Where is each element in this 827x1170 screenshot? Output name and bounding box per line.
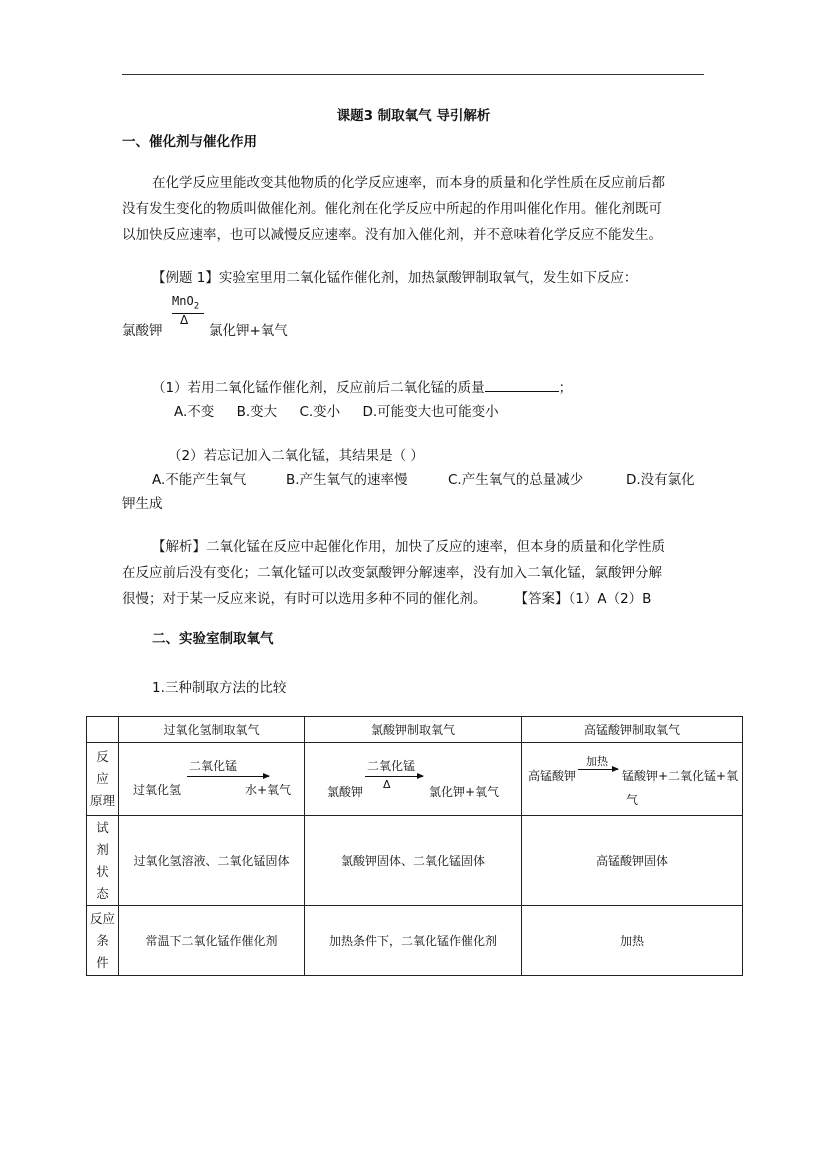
question-1-options [174, 400, 517, 420]
equation-product: 氯化钾+氧气 [209, 323, 288, 339]
kmno4-reactant: 高锰酸钾 [528, 769, 577, 783]
question-2: （2）若忘记加入二氧化锰，其结果是（ ） [168, 448, 424, 464]
section1-paragraph [122, 170, 707, 248]
analysis-line-1: 【解析】二氧化锰在反应中起催化作用，加快了反应的速率，但本身的质量和化学性质 [152, 539, 665, 555]
condition-h2o2: 常温下二氧化锰作催化剂 [119, 906, 305, 976]
option-d: D.没有氯化 [626, 472, 695, 488]
header-kclo3: 氯酸钾制取氧气 [305, 717, 522, 743]
analysis-line-2: 在反应前后没有变化；二氧化锰可以改变氯酸钾分解速率，没有加入二氧化锰，氯酸钾分解 [122, 565, 662, 581]
question-2-wrap: 钾生成 [122, 496, 163, 512]
state-kclo3: 氯酸钾固体、二氧化锰固体 [305, 816, 522, 906]
h2o2-catalyst: 二氧化锰 [189, 759, 238, 773]
kmno4-condition: 加热 [586, 755, 608, 768]
section1-heading: 一、催化剂与催化作用 [122, 134, 257, 150]
row-label-condition: 反应 条 件 [87, 906, 119, 976]
kmno4-arrow [578, 769, 618, 770]
header-empty [87, 717, 119, 743]
example-intro: 【例题 1】实验室里用二氧化锰作催化剂，加热氯酸钾制取氧气，发生如下反应： [152, 270, 638, 286]
option-a: A.不变 [174, 404, 215, 420]
answer: 【答案】（1）A（2）B [514, 591, 652, 607]
h2o2-product: 水+氧气 [245, 783, 292, 797]
header-rule [122, 74, 704, 75]
kmno4-product-wrap: 气 [626, 793, 639, 807]
comparison-table [86, 716, 743, 976]
analysis [122, 534, 707, 612]
principle-h2o2 [119, 743, 305, 816]
answer-blank [485, 379, 559, 392]
condition-kmno4: 加热 [522, 906, 743, 976]
principle-kmno4 [522, 743, 743, 816]
equation-catalyst: MnO$_2$ [172, 294, 200, 312]
h2o2-arrow [187, 776, 269, 777]
kclo3-reactant: 氯酸钾 [327, 785, 364, 799]
kclo3-catalyst: 二氧化锰 [367, 759, 416, 773]
section2-sub: 1.三种制取方法的比较 [152, 680, 287, 696]
state-kmno4: 高锰酸钾固体 [522, 816, 743, 906]
kclo3-condition: Δ [383, 778, 391, 791]
kmno4-product: 锰酸钾+二氧化锰+氧 [622, 769, 739, 783]
option-c: C.变小 [299, 404, 341, 420]
option-c: C.产生氧气的总量减少 [448, 472, 584, 488]
table-row-condition [87, 906, 743, 976]
option-b: B.产生氧气的速率慢 [286, 472, 408, 488]
option-b: B.变大 [236, 404, 278, 420]
condition-kclo3: 加热条件下，二氧化锰作催化剂 [305, 906, 522, 976]
option-a: A.不能产生氧气 [152, 472, 247, 488]
header-kmno4: 高锰酸钾制取氧气 [522, 717, 743, 743]
kclo3-arrow [365, 776, 423, 777]
equation-reactant: 氯酸钾 [122, 323, 163, 339]
page-title: 课题3 制取氧气 导引解析 [336, 108, 491, 124]
para-line-2: 没有发生变化的物质叫做催化剂。催化剂在化学反应中所起的作用叫催化作用。催化剂既可 [122, 201, 662, 217]
para-line-3: 以加快反应速率，也可以减慢反应速率。没有加入催化剂，并不意味着化学反应不能发生。 [122, 227, 662, 243]
option-d: D.可能变大也可能变小 [362, 404, 499, 420]
section2-heading: 二、实验室制取氧气 [152, 631, 274, 647]
equation-condition: Δ [180, 313, 189, 327]
header-h2o2: 过氧化氢制取氧气 [119, 717, 305, 743]
h2o2-reactant: 过氧化氢 [133, 783, 182, 797]
row-label-state: 试 剂 状 态 [87, 816, 119, 906]
kclo3-product: 氯化钾+氧气 [429, 785, 500, 799]
table-header-row [87, 717, 743, 743]
state-h2o2: 过氧化氢溶液、二氧化锰固体 [119, 816, 305, 906]
table-row-principle [87, 743, 743, 816]
question-1: （1）若用二氧化锰作催化剂，反应前后二氧化锰的质量 ； [152, 380, 573, 396]
analysis-line-3: 很慢；对于某一反应来说，有时可以选用多种不同的催化剂。 [122, 591, 487, 607]
row-label-principle: 反 应 原理 [87, 743, 119, 816]
para-line-1: 在化学反应里能改变其他物质的化学反应速率，而本身的质量和化学性质在反应前后都 [152, 175, 665, 191]
principle-kclo3 [305, 743, 522, 816]
table-row-state [87, 816, 743, 906]
